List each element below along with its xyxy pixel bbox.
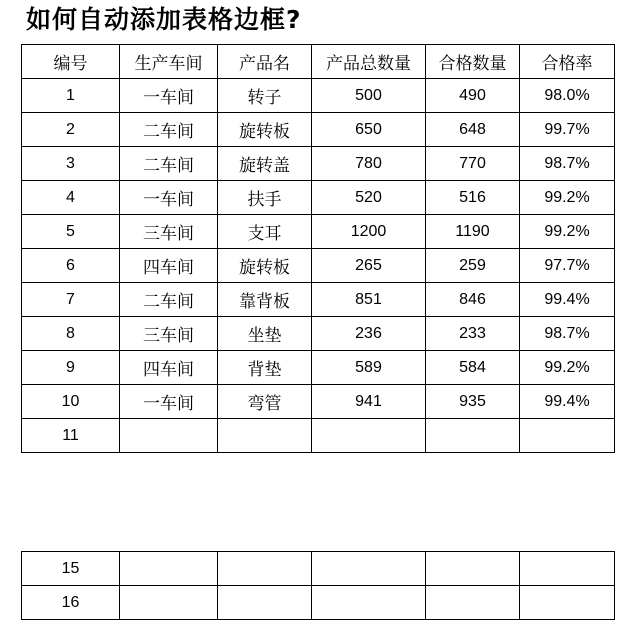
cell-workshop[interactable]: 一车间	[120, 79, 218, 113]
cell-number[interactable]: 3	[22, 147, 120, 181]
cell-pass-rate[interactable]: 99.2%	[520, 215, 615, 249]
cell-workshop[interactable]: 三车间	[120, 317, 218, 351]
cell-number[interactable]: 7	[22, 283, 120, 317]
cell-pass-rate[interactable]	[520, 552, 615, 586]
cell-workshop[interactable]: 一车间	[120, 181, 218, 215]
cell-workshop[interactable]: 二车间	[120, 113, 218, 147]
cell-number[interactable]: 10	[22, 385, 120, 419]
cell-total-quantity[interactable]: 500	[312, 79, 426, 113]
cell-number[interactable]: 2	[22, 113, 120, 147]
cell-qualified-quantity[interactable]: 846	[426, 283, 520, 317]
cell-total-quantity[interactable]: 650	[312, 113, 426, 147]
table-row	[22, 586, 615, 620]
cell-product-name[interactable]: 靠背板	[218, 283, 312, 317]
cell-qualified-quantity[interactable]	[426, 419, 520, 453]
cell-total-quantity[interactable]: 265	[312, 249, 426, 283]
cell-number[interactable]: 16	[22, 586, 120, 620]
header-number[interactable]: 编号	[22, 45, 120, 79]
production-table-lower-rows	[21, 551, 615, 620]
cell-total-quantity[interactable]: 851	[312, 283, 426, 317]
cell-workshop[interactable]: 三车间	[120, 215, 218, 249]
cell-pass-rate[interactable]: 98.0%	[520, 79, 615, 113]
table-row	[22, 552, 615, 586]
cell-qualified-quantity[interactable]: 233	[426, 317, 520, 351]
cell-number[interactable]: 11	[22, 419, 120, 453]
page-title: 如何自动添加表格边框?	[26, 5, 302, 34]
table-row	[22, 215, 615, 249]
cell-product-name[interactable]: 扶手	[218, 181, 312, 215]
cell-product-name[interactable]: 旋转板	[218, 249, 312, 283]
cell-product-name[interactable]: 旋转盖	[218, 147, 312, 181]
cell-number[interactable]: 15	[22, 552, 120, 586]
cell-workshop[interactable]: 四车间	[120, 249, 218, 283]
header-qualified-quantity[interactable]: 合格数量	[426, 45, 520, 79]
cell-workshop[interactable]	[120, 419, 218, 453]
table-row	[22, 249, 615, 283]
header-pass-rate[interactable]: 合格率	[520, 45, 615, 79]
cell-total-quantity[interactable]: 941	[312, 385, 426, 419]
cell-qualified-quantity[interactable]: 584	[426, 351, 520, 385]
cell-pass-rate[interactable]: 99.4%	[520, 283, 615, 317]
header-product-name[interactable]: 产品名	[218, 45, 312, 79]
table-row	[22, 283, 615, 317]
cell-total-quantity[interactable]: 780	[312, 147, 426, 181]
cell-qualified-quantity[interactable]: 648	[426, 113, 520, 147]
table-row	[22, 419, 615, 453]
cell-number[interactable]: 1	[22, 79, 120, 113]
cell-number[interactable]: 5	[22, 215, 120, 249]
table-header-row	[22, 45, 615, 79]
cell-product-name[interactable]: 支耳	[218, 215, 312, 249]
cell-total-quantity[interactable]: 236	[312, 317, 426, 351]
table-row	[22, 113, 615, 147]
cell-total-quantity[interactable]	[312, 586, 426, 620]
cell-product-name[interactable]	[218, 419, 312, 453]
cell-pass-rate[interactable]	[520, 586, 615, 620]
cell-number[interactable]: 4	[22, 181, 120, 215]
cell-workshop[interactable]: 一车间	[120, 385, 218, 419]
cell-qualified-quantity[interactable]	[426, 552, 520, 586]
cell-pass-rate[interactable]	[520, 419, 615, 453]
cell-total-quantity[interactable]	[312, 552, 426, 586]
cell-number[interactable]: 6	[22, 249, 120, 283]
cell-workshop[interactable]: 二车间	[120, 147, 218, 181]
table-row	[22, 181, 615, 215]
cell-product-name[interactable]: 转子	[218, 79, 312, 113]
cell-qualified-quantity[interactable]	[426, 586, 520, 620]
cell-total-quantity[interactable]	[312, 419, 426, 453]
cell-pass-rate[interactable]: 99.7%	[520, 113, 615, 147]
cell-qualified-quantity[interactable]: 516	[426, 181, 520, 215]
cell-pass-rate[interactable]: 98.7%	[520, 147, 615, 181]
cell-product-name[interactable]: 弯管	[218, 385, 312, 419]
cell-workshop[interactable]	[120, 552, 218, 586]
cell-pass-rate[interactable]: 99.2%	[520, 181, 615, 215]
cell-workshop[interactable]: 二车间	[120, 283, 218, 317]
table-row	[22, 79, 615, 113]
header-workshop[interactable]: 生产车间	[120, 45, 218, 79]
cell-pass-rate[interactable]: 99.4%	[520, 385, 615, 419]
cell-product-name[interactable]: 背垫	[218, 351, 312, 385]
cell-product-name[interactable]	[218, 552, 312, 586]
cell-product-name[interactable]: 坐垫	[218, 317, 312, 351]
cell-qualified-quantity[interactable]: 770	[426, 147, 520, 181]
cell-workshop[interactable]	[120, 586, 218, 620]
header-total-quantity[interactable]: 产品总数量	[312, 45, 426, 79]
cell-total-quantity[interactable]: 1200	[312, 215, 426, 249]
cell-pass-rate[interactable]: 97.7%	[520, 249, 615, 283]
cell-product-name[interactable]: 旋转板	[218, 113, 312, 147]
production-table	[21, 44, 615, 453]
cell-pass-rate[interactable]: 98.7%	[520, 317, 615, 351]
table-row	[22, 351, 615, 385]
cell-number[interactable]: 9	[22, 351, 120, 385]
cell-total-quantity[interactable]: 520	[312, 181, 426, 215]
table-row	[22, 385, 615, 419]
cell-pass-rate[interactable]: 99.2%	[520, 351, 615, 385]
cell-qualified-quantity[interactable]: 935	[426, 385, 520, 419]
cell-workshop[interactable]: 四车间	[120, 351, 218, 385]
cell-qualified-quantity[interactable]: 1190	[426, 215, 520, 249]
cell-qualified-quantity[interactable]: 490	[426, 79, 520, 113]
cell-number[interactable]: 8	[22, 317, 120, 351]
table-row	[22, 147, 615, 181]
cell-total-quantity[interactable]: 589	[312, 351, 426, 385]
table-row	[22, 317, 615, 351]
cell-qualified-quantity[interactable]: 259	[426, 249, 520, 283]
cell-product-name[interactable]	[218, 586, 312, 620]
